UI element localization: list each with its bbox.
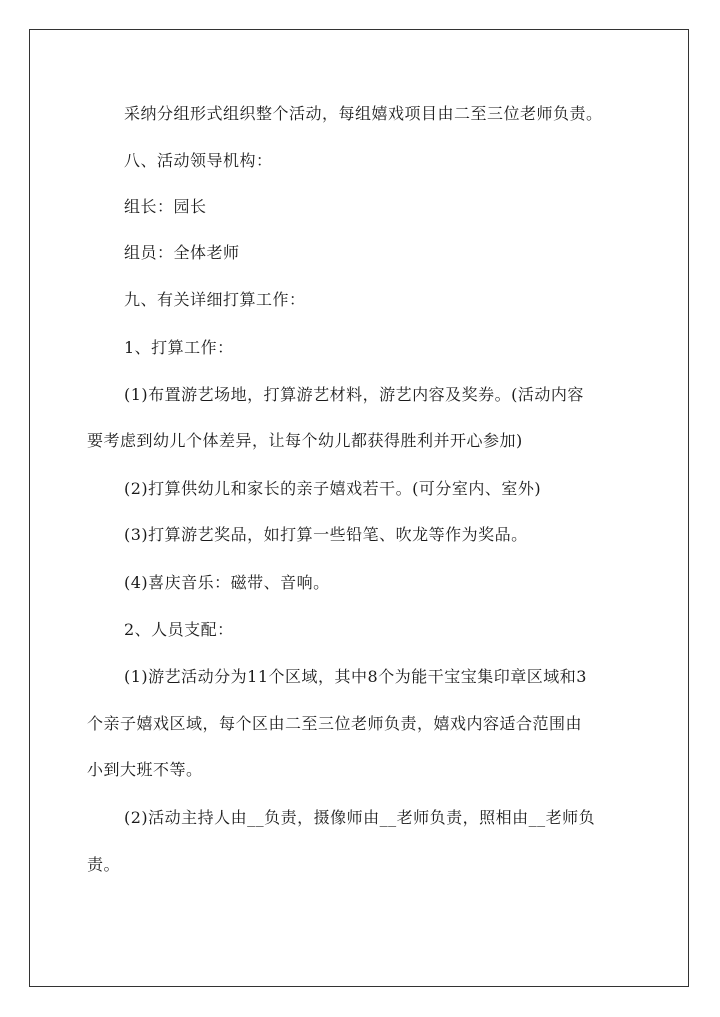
list-item: (2)打算供幼儿和家长的亲子嬉戏若干。(可分室内、室外) xyxy=(124,479,542,498)
list-item: (1)布置游艺场地，打算游艺材料，游艺内容及奖券。(活动内容 xyxy=(124,385,584,404)
section-heading: 九、有关详细打算工作： xyxy=(124,290,306,309)
paragraph-line: 组员：全体老师 xyxy=(124,243,240,262)
subsection-heading: 2、人员支配： xyxy=(124,620,234,639)
list-item: (4)喜庆音乐：磁带、音响。 xyxy=(124,573,330,592)
list-item: (1)游艺活动分为11个区域，其中8个为能干宝宝集印章区域和3 xyxy=(124,667,587,686)
list-item-continuation: 个亲子嬉戏区域，每个区由二至三位老师负责，嬉戏内容适合范围由 xyxy=(87,714,583,733)
paragraph-line: 组长：园长 xyxy=(124,197,207,216)
subsection-heading: 1、打算工作： xyxy=(124,338,234,357)
page-border xyxy=(29,29,689,987)
list-item-continuation: 责。 xyxy=(87,855,121,874)
paragraph-line: 采纳分组形式组织整个活动，每组嬉戏项目由二至三位老师负责。 xyxy=(124,104,603,123)
list-item: (2)活动主持人由__负责，摄像师由__老师负责，照相由__老师负 xyxy=(124,808,596,827)
list-item-continuation: 小到大班不等。 xyxy=(87,760,203,779)
list-item-continuation: 要考虑到幼儿个体差异，让每个幼儿都获得胜利并开心参加) xyxy=(87,431,523,450)
list-item: (3)打算游艺奖品，如打算一些铅笔、吹龙等作为奖品。 xyxy=(124,525,528,544)
section-heading: 八、活动领导机构： xyxy=(124,151,273,170)
